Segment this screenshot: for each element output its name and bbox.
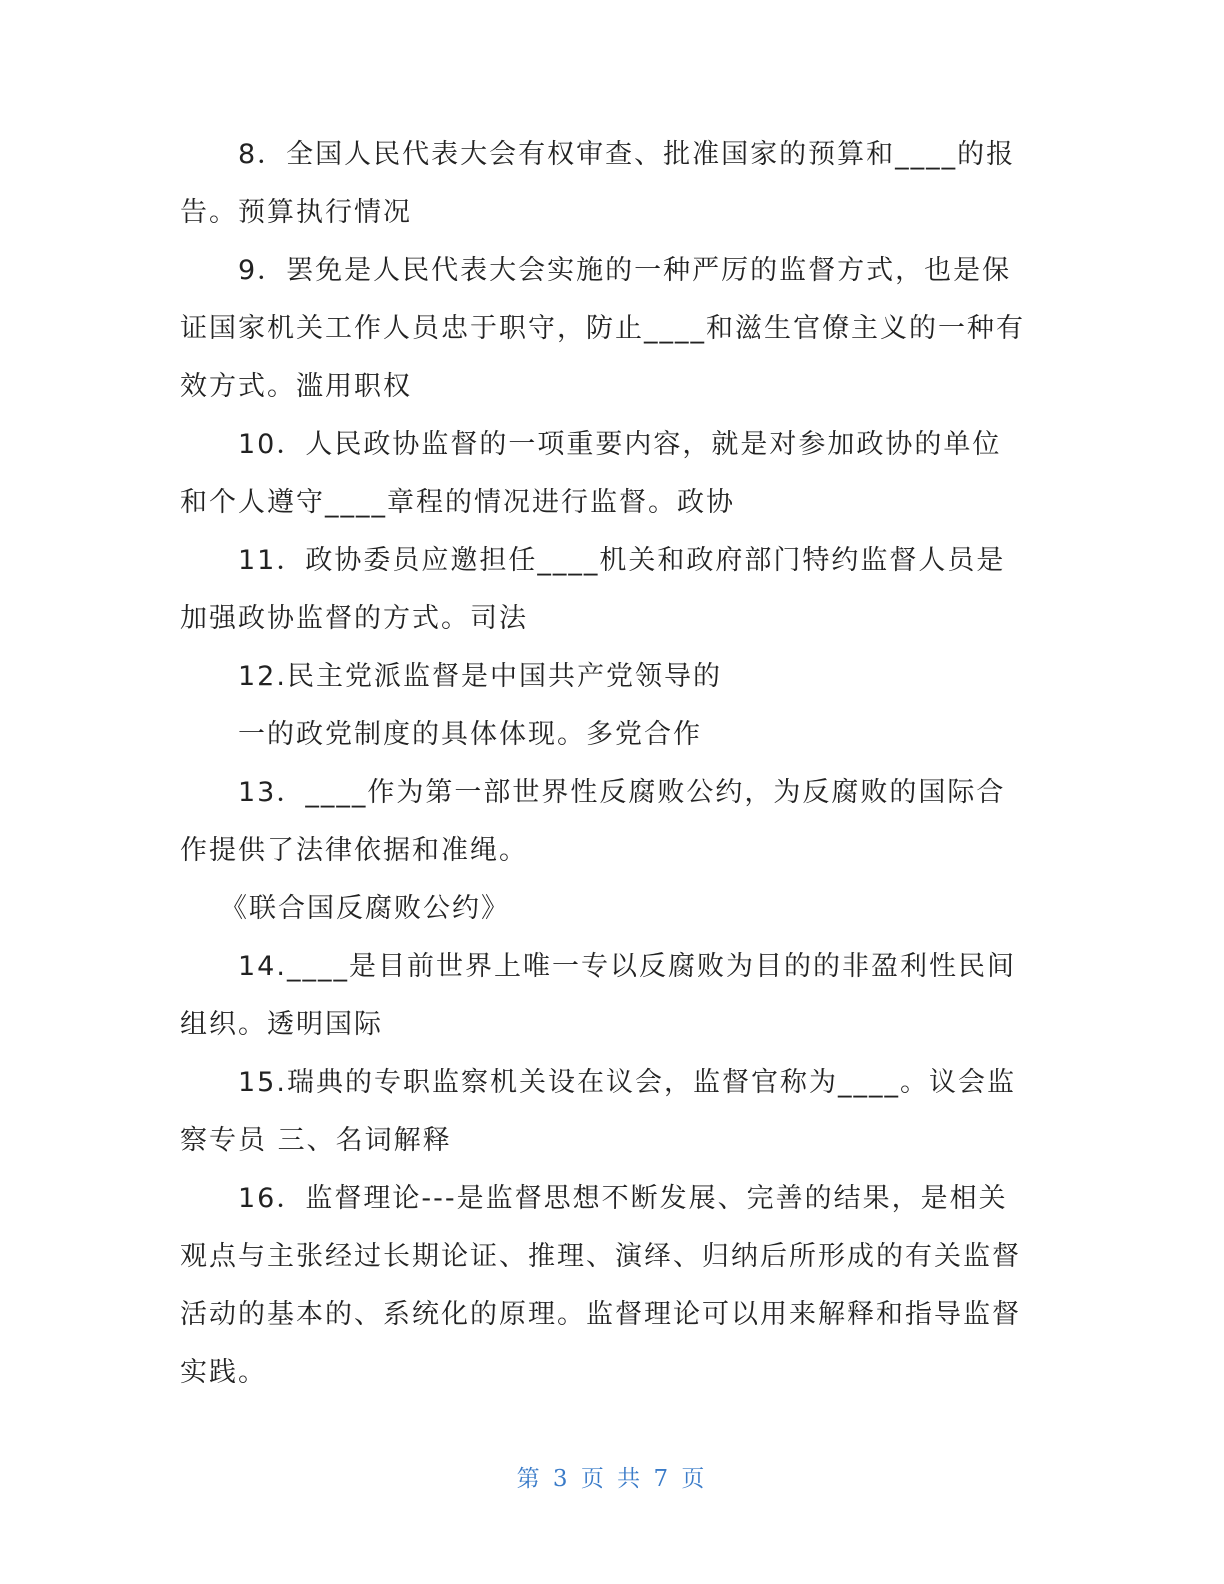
paragraph-q15: 15.瑞典的专职监察机关设在议会，监督官称为____。议会监察专员 三、名词解释 [180,1067,1016,1156]
document-body [180,126,1026,1402]
paragraph-q16: 16．监督理论---是监督思想不断发展、完善的结果，是相关观点与主张经过长期论证、推理、演绎、归纳后所形成的有关监督活动的基本的、系统化的原理。监督理论可以用来解释和指导监督实践。 [180,1183,1021,1388]
paragraph-q10: 10．人民政协监督的一项重要内容，就是对参加政协的单位和个人遵守____章程的情况进行监督。政协 [180,429,1002,518]
paragraph-q12-continued: 一的政党制度的具体体现。多党合作 [238,719,702,750]
paragraph-q11: 11．政协委员应邀担任____机关和政府部门特约监督人员是加强政协监督的方式。司法 [180,545,1006,634]
page-number-footer: 第 3 页 共 7 页 [516,1466,708,1492]
paragraph-q9: 9．罢免是人民代表大会实施的一种严厉的监督方式，也是保证国家机关工作人员忠于职守，防止____和滋生官僚主义的一种有效方式。滥用职权 [180,255,1025,402]
paragraph-q14: 14.____是目前世界上唯一专以反腐败为目的的非盈利性民间组织。透明国际 [180,951,1016,1040]
paragraph-q13: 13．____作为第一部世界性反腐败公约，为反腐败的国际合作提供了法律依据和准绳。 [180,777,1006,866]
paragraph-q12: 12.民主党派监督是中国共产党领导的 [238,661,722,692]
paragraph-q8: 8．全国人民代表大会有权审查、批准国家的预算和____的报告。预算执行情况 [180,139,1016,228]
paragraph-q13-answer: 《联合国反腐败公约》 [220,893,510,924]
